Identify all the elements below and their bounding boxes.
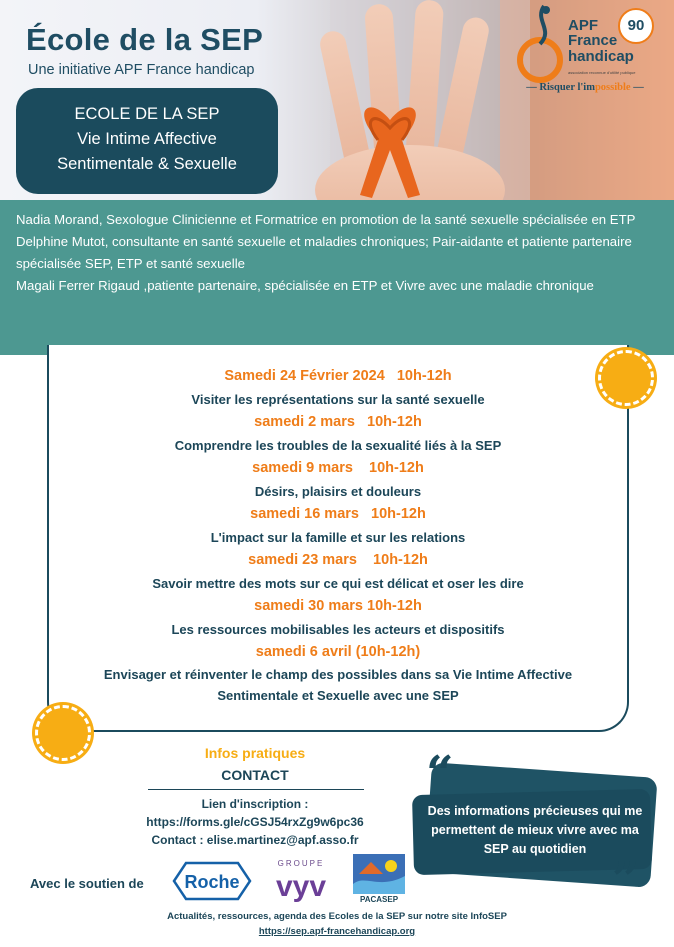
apf-logo-line3: handicap [568,48,634,65]
session-date: samedi 9 mars 10h-12h [252,460,424,476]
vyv-group-text: GROUPE [277,859,325,868]
session-date: samedi 2 mars 10h-12h [254,414,422,430]
course-title-line1: ECOLE DE LA SEP [74,105,220,123]
footer-text: Actualités, ressources, agenda des Ecoles de la SEP sur notre site InfoSEP [167,911,507,922]
session-list [49,365,627,706]
course-title-line3: Sentimentale & Sexuelle [57,155,237,173]
vyv-logo-icon [266,856,336,904]
open-quote-icon: “ [426,746,454,802]
session-date: samedi 30 mars 10h-12h [254,598,422,614]
speaker-1: Nadia Morand, Sexologue Clinicienne et Formatrice en promotion de la santé sexuelle spécialisée en ETP [16,212,636,227]
session-date: samedi 23 mars 10h-12h [248,552,428,568]
header-banner [0,0,674,200]
registration-link[interactable]: https://forms.gle/cGSJ54rxZg9w6pc36 [146,815,364,829]
session-topic: Les ressources mobilisables les acteurs et dispositifs [171,622,505,637]
apf-tagline-highlight: possible [594,82,631,93]
contact-title: CONTACT [221,767,289,783]
page-subtitle: Une initiative APF France handicap [28,62,255,78]
course-title-box [16,88,278,194]
pacasep-logo-text: PACASEP [359,895,399,904]
pacasep-logo-icon [353,854,405,904]
page-title: École de la SEP [26,22,264,57]
support-label: Avec le soutien de [30,876,144,891]
vyv-logo-text: vyv [275,870,327,903]
session-topic: L'impact sur la famille et sur les relations [210,530,466,545]
anniversary-badge: 90 [618,8,654,44]
session-date: samedi 6 avril (10h-12h) [255,644,421,660]
speaker-3: Magali Ferrer Rigaud ,patiente partenaire, spécialisée en ETP et Vivre avec une maladie chronique [16,278,594,293]
session-topic: Envisager et réinventer le champ des possibles dans sa Vie Intime Affective [103,667,573,682]
session-topic: Désirs, plaisirs et douleurs [254,484,422,499]
roche-logo-text: Roche [184,872,240,892]
speaker-2: Delphine Mutot, consultante en santé sexuelle et maladies chroniques; Pair-aidante et patiente partenaire spécialisée SEP, ETP et santé sexuelle [16,234,632,271]
close-quote-icon: ” [612,852,640,908]
session-topic: Comprendre les troubles de la sexualité liés à la SEP [174,438,502,453]
apf-tagline: — Risquer l'impossible — [526,82,644,93]
speakers-band [0,200,674,355]
session-date: samedi 16 mars 10h-12h [250,506,426,522]
apf-logo-line1: APF [568,17,598,34]
footer-link[interactable]: https://sep.apf-francehandicap.org [258,926,416,937]
session-topic: Visiter les représentations sur la santé sexuelle [191,392,485,407]
apf-tagline-start: Risquer l'im [539,82,595,93]
course-title-line2: Vie Intime Affective [77,130,217,148]
contact-divider [148,789,364,790]
apf-logo-line2: France [568,32,618,49]
session-date: Samedi 24 Février 2024 10h-12h [224,368,452,384]
contact-email[interactable]: Contact : elise.martinez@apf.asso.fr [151,833,359,847]
session-topic-continued: Sentimentale et Sexuelle avec une SEP [217,688,459,703]
registration-label: Lien d'inscription : [201,797,309,811]
decorative-circle-top [598,350,654,406]
schedule-box [47,345,629,732]
roche-logo-icon [172,861,252,901]
infos-title: Infos pratiques [204,745,306,761]
quote-text: Des informations précieuses qui me permettent de mieux vivre avec ma SEP au quotidien [427,804,643,856]
session-topic: Savoir mettre des mots sur ce qui est délicat et oser les dire [152,576,524,591]
apf-logo-small-text: association reconnue d'utilité publique [568,70,636,75]
